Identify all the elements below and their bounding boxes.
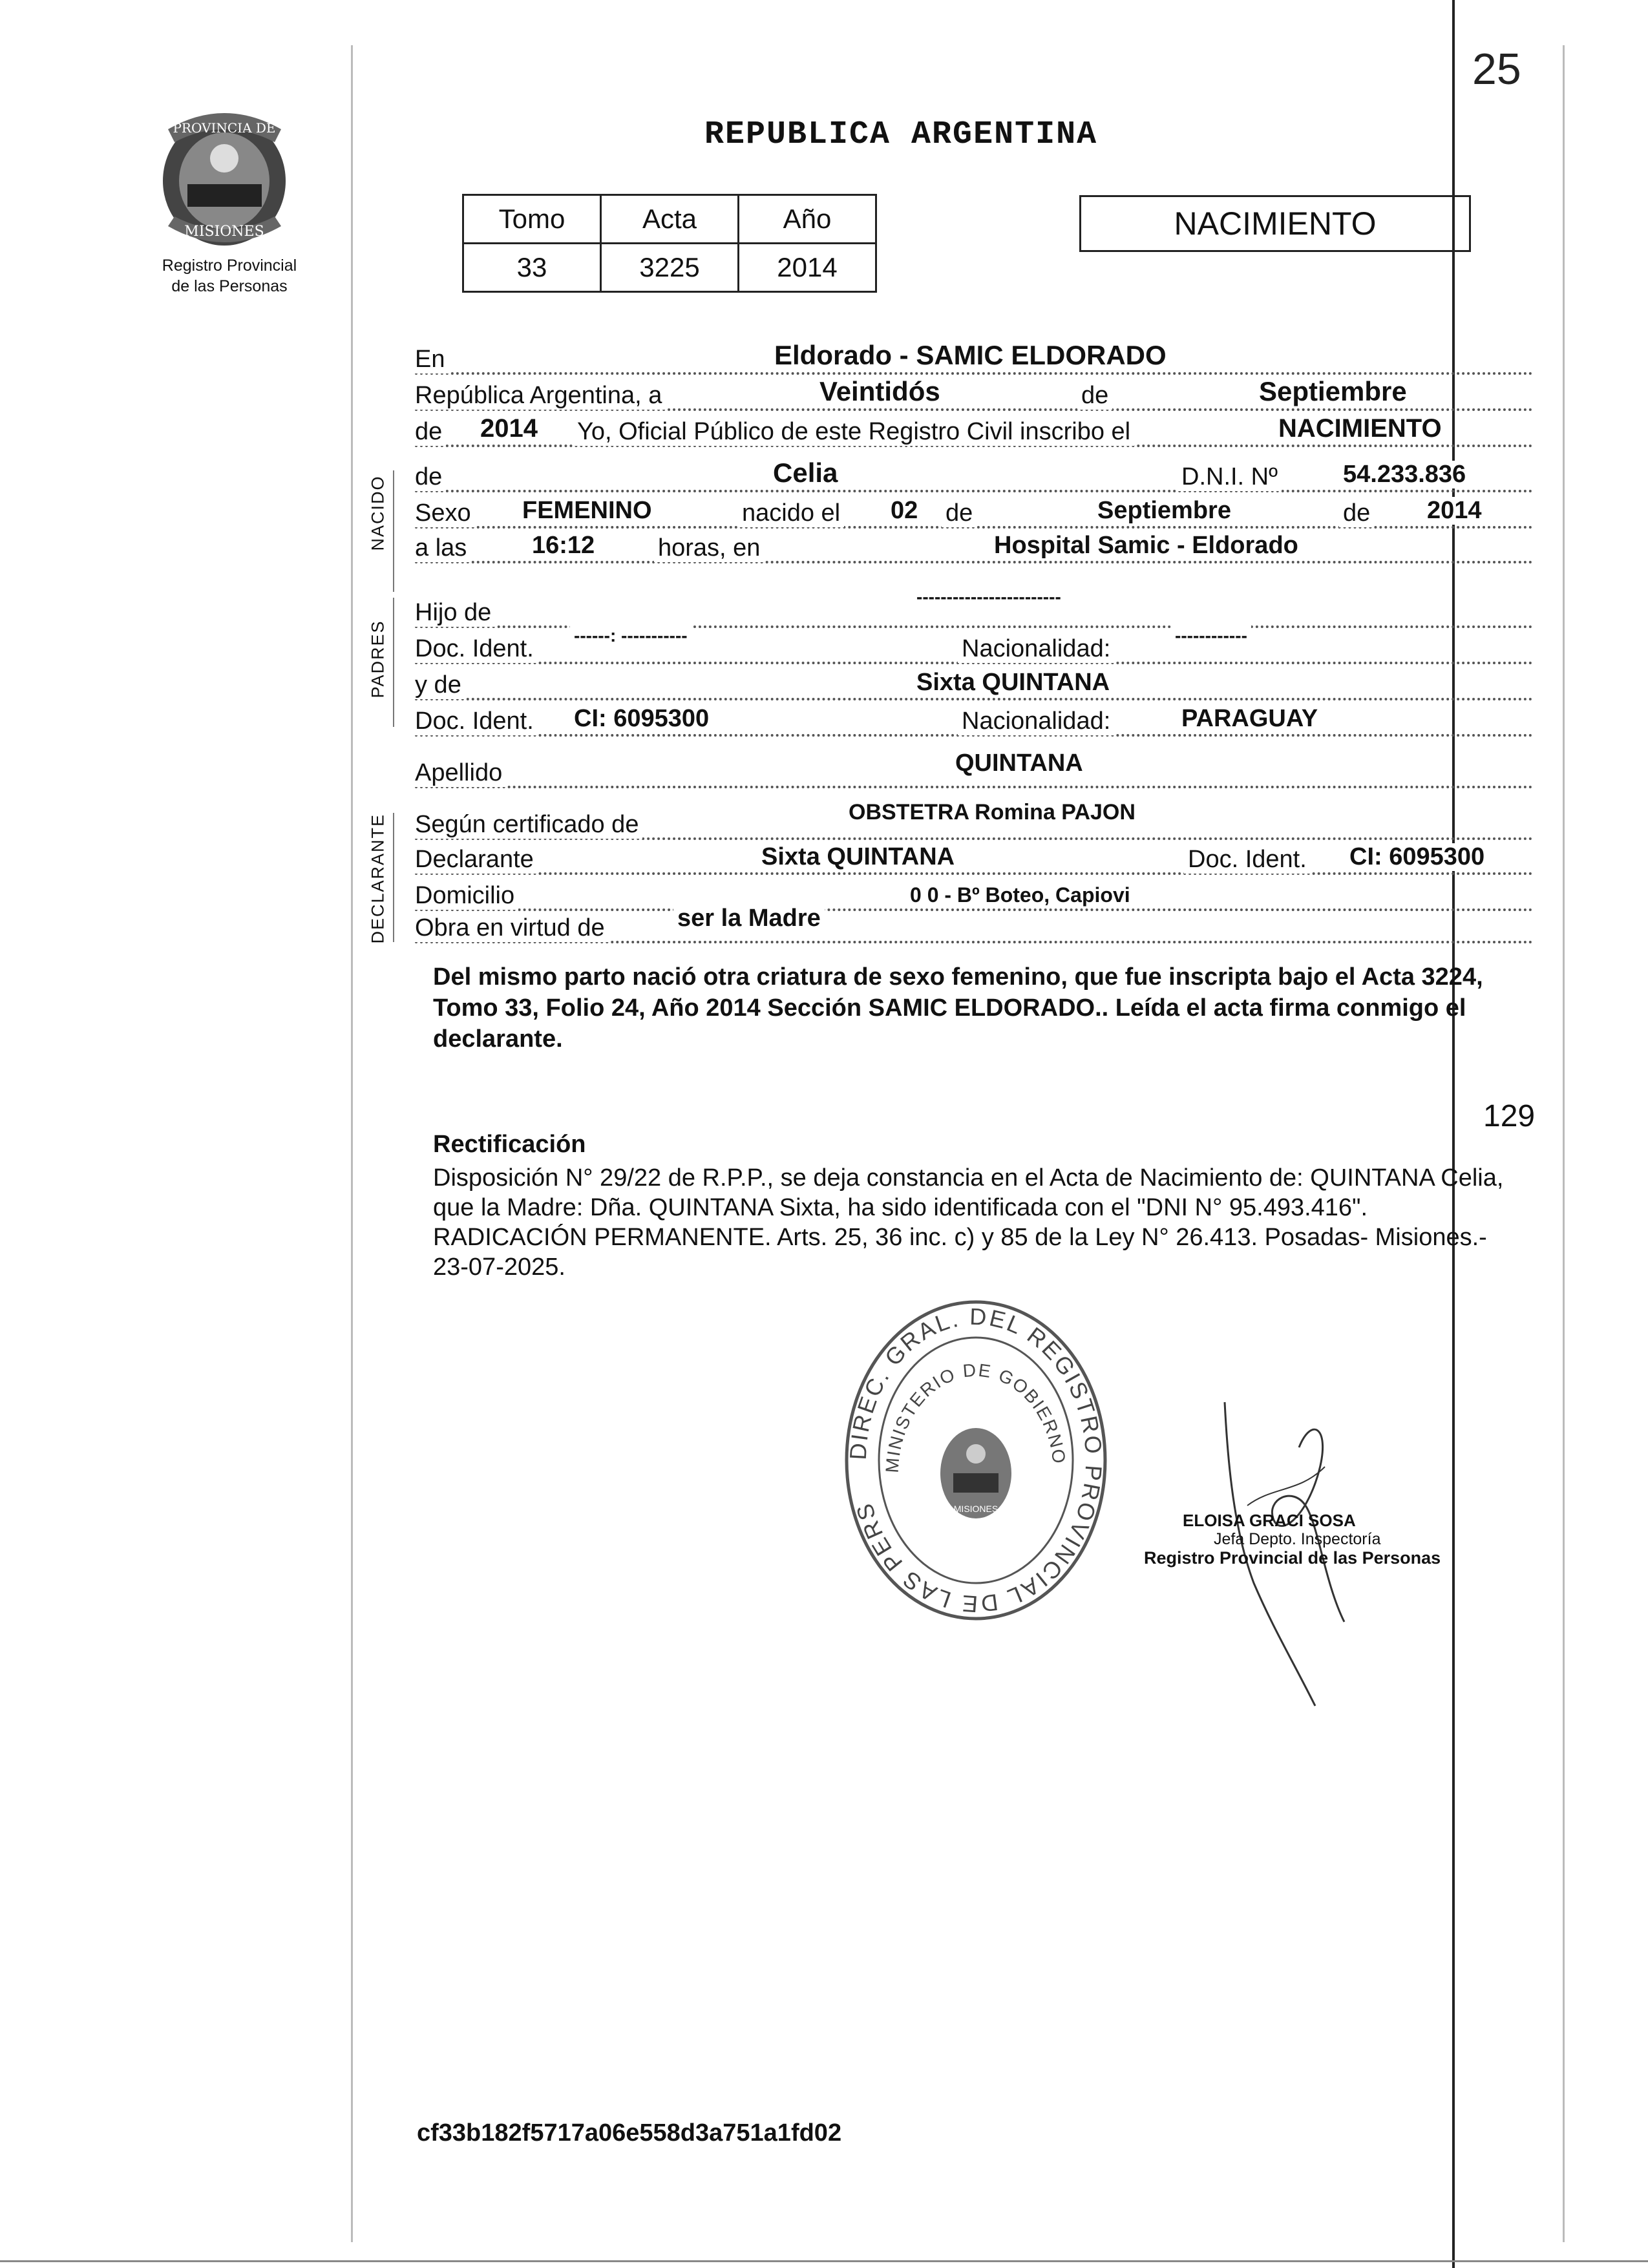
province-seal-icon [149,103,301,255]
form-value: ------------ [1171,625,1251,646]
rectificacion-title: Rectificación [433,1131,586,1158]
form-value: Septiembre [1093,497,1235,525]
form-label: de [415,418,446,446]
form-value: 2014 [476,414,542,443]
svg-text:MISIONES: MISIONES [953,1504,998,1514]
svg-text:PROVINCIA DE: PROVINCIA DE [173,120,276,136]
form-value: OBSTETRA Romina PAJON [845,800,1139,825]
form-value: QUINTANA [951,750,1087,777]
signatory-org: Registro Provincial de las Personas [1144,1548,1441,1568]
section-padres-label: PADRES [368,620,388,698]
form-value: FEMENINO [518,497,656,525]
bottom-line [0,2260,1648,2262]
table-header-row [463,195,876,244]
form-label: Nacionalidad: [958,635,1114,663]
rectificacion-number: 129 [1483,1099,1536,1133]
form-label: nacido el [738,499,844,527]
fold-line [1452,0,1455,2268]
form-row-fecha [415,376,1533,416]
form-label: Doc. Ident. [415,708,538,735]
form-value: CI: 6095300 [570,705,713,733]
section-declarante-label: DECLARANTE [368,813,388,944]
official-stamp-icon [840,1292,1112,1628]
table-cell: 3225 [601,244,739,292]
form-label: Nacionalidad: [958,708,1114,735]
form-row-y-de [415,668,1533,706]
form-label: de [1339,499,1374,527]
table-cell: 2014 [739,244,876,292]
form-value: Septiembre [1255,376,1411,407]
form-value: PARAGUAY [1178,705,1322,733]
tomo-acta-table [462,194,877,293]
form-label: Domicilio [415,882,518,910]
form-label: Hijo de [415,599,495,627]
svg-text:MISIONES: MISIONES [184,224,264,240]
record-type-box: NACIMIENTO [1079,195,1471,252]
parto-note: Del mismo parto nació otra criatura de sexo femenino, que fue inscripta bajo el Acta 3224, Tomo 33, Folio 24, Año 2014 Sección SAMIC ELDORADO.. Leída el acta firma conmigo el declarante. [433,963,1483,1053]
form-value: 16:12 [528,532,598,560]
svg-text:MINISTERIO DE GOBIERNO: MINISTERIO DE GOBIERNO [882,1360,1070,1474]
form-value: 02 [887,497,922,525]
form-label: D.N.I. Nº [1178,463,1282,491]
form-label: República Argentina, a [415,382,666,410]
form-label: de [942,499,977,527]
form-label: En [415,346,449,373]
form-value: NACIMIENTO [1274,414,1446,443]
form-row-obra [415,905,1533,949]
right-margin-line [1563,45,1565,2242]
form-value: Sixta QUINTANA [913,669,1114,697]
form-label: a las [415,534,470,562]
form-row-sexo [415,496,1533,534]
form-row-hora [415,531,1533,569]
form-value: Hospital Samic - Eldorado [990,532,1302,560]
form-row-inscripcion [415,415,1533,452]
table-header: Acta [601,195,739,244]
form-label: y de [415,671,465,699]
seal-caption: Registro Provincial de las Personas [162,257,297,295]
form-label: de [1077,382,1112,410]
section-divider [393,598,394,727]
form-row-en [415,342,1533,380]
table-cell: 33 [463,244,601,292]
form-label: horas, en [654,534,764,562]
section-divider [393,470,394,592]
left-margin-line [351,45,353,2242]
form-value: ------: ----------- [570,625,692,646]
form-label: de [415,463,446,491]
form-value: 0 0 - Bº Boteo, Capiovi [906,883,1134,907]
form-value: 2014 [1423,497,1486,525]
section-nacido-label: NACIDO [368,475,388,551]
form-row-doc-padre [415,625,1533,669]
rectificacion-text: Disposición N° 29/22 de R.P.P., se deja constancia en el Acta de Nacimiento de: QUINTANA Celia, que la Madre: Dña. QUINTANA Sixta, ha sido identificada con el "DNI N° 95.493.416". RADICACIÓN PERMANENTE. Arts. 25, 36 inc. c) y 85 de la Ley N° 26.413. Posadas- Misiones.- 23-07-2025. [433,1164,1504,1281]
form-row-certificado [415,800,1533,845]
table-header: Tomo [463,195,601,244]
form-label: Yo, Oficial Público de este Registro Civil inscribo el [573,418,1134,446]
table-header: Año [739,195,876,244]
form-value: Sixta QUINTANA [757,843,958,871]
form-label: Doc. Ident. [1184,846,1311,874]
svg-text:DIREC. GRAL. DEL REGISTRO PROV: DIREC. GRAL. DEL REGISTRO PROVINCIAL DE LAS PERS [844,1303,1108,1618]
form-label: Doc. Ident. [415,635,538,663]
form-label: Obra en virtud de [415,914,609,942]
page-number: 25 [1472,45,1521,94]
form-row-nombre [415,457,1533,498]
signatory-name: ELOISA GRACI SOSA [1183,1511,1356,1530]
section-divider [393,813,394,942]
form-label: Apellido [415,759,506,787]
form-label: Declarante [415,846,538,874]
form-label: Según certificado de [415,811,642,839]
form-value: CI: 6095300 [1346,843,1488,871]
form-value: Veintidós [816,376,944,407]
signatory-role: Jefa Depto. Inspectoría [1214,1530,1381,1548]
document-title: REPUBLICA ARGENTINA [704,116,1098,153]
form-value: ------------------------ [913,587,1065,607]
form-value: Celia [769,457,841,488]
form-value: ser la Madre [673,905,825,932]
table-row [463,244,876,292]
document-hash: cf33b182f5717a06e558d3a751a1fd02 [417,2119,842,2147]
form-row-apellido [415,750,1533,793]
form-value: Eldorado - SAMIC ELDORADO [770,340,1170,371]
form-label: Sexo [415,499,475,527]
form-row-declarante [415,843,1533,880]
form-row-doc-madre [415,704,1533,742]
form-value: 54.233.836 [1339,461,1470,488]
